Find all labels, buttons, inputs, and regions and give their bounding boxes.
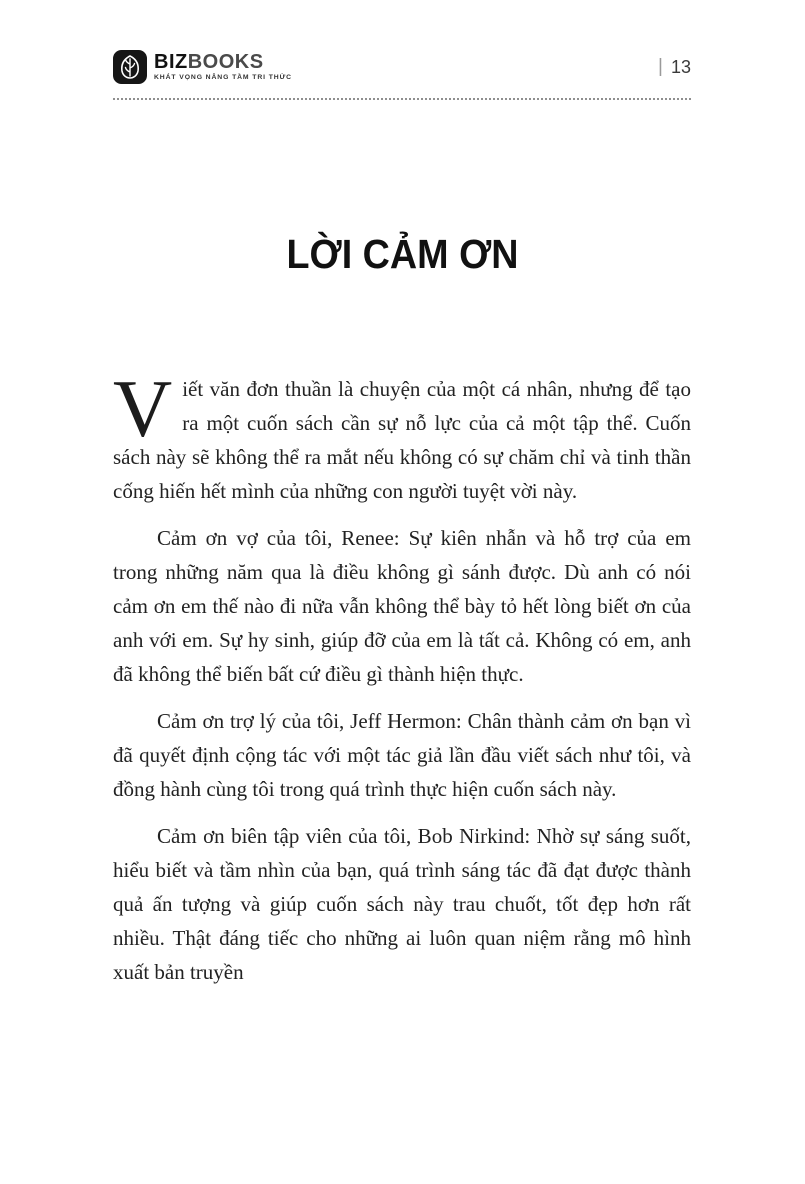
paragraph-1-text: iết văn đơn thuần là chuyện của một cá nhân, nhưng để tạo ra một cuốn sách cần sự nỗ lực của cả một tập thể. Cuốn sách này sẽ không thể ra mắt nếu không có sự chăm chỉ và tinh thần cống hiến hết mình của những con người tuyệt vời này. xyxy=(113,377,691,503)
bizbooks-logo-icon xyxy=(113,50,147,84)
logo-text-block xyxy=(154,52,292,82)
logo-tagline: KHÁT VỌNG NÂNG TẦM TRI THỨC xyxy=(154,74,292,82)
paragraph-3: Cảm ơn trợ lý của tôi, Jeff Hermon: Chân thành cảm ơn bạn vì đã quyết định cộng tác với một tác giả lần đầu viết sách như tôi, và đồng hành cùng tôi trong quá trình thực hiện cuốn sách này. xyxy=(113,709,691,801)
chapter-title: LỜI CẢM ƠN xyxy=(286,231,519,277)
paragraph-1 xyxy=(113,363,691,508)
paragraph-2: Cảm ơn vợ của tôi, Renee: Sự kiên nhẫn và hỗ trợ của em trong những năm qua là điều không gì sánh được. Dù anh có nói cảm ơn em thế nào đi nữa vẫn không thể bày tỏ hết lòng biết ơn của anh với em. Sự hy sinh, giúp đỡ của em là tất cả. Không có em, anh đã không thể biến bất cứ điều gì thành hiện thực. xyxy=(113,526,691,686)
paragraph-4: Cảm ơn biên tập viên của tôi, Bob Nirkind: Nhờ sự sáng suốt, hiểu biết và tầm nhìn của bạn, quá trình sáng tác đã đạt được thành quả ấn tượng và giúp cuốn sách này trau chuốt, tốt đẹp hơn rất nhiều. Thật đáng tiếc cho những ai luôn quan niệm rằng mô hình xuất bản truyền xyxy=(113,824,691,984)
logo-biz: BIZ xyxy=(154,51,188,74)
body-text xyxy=(113,363,691,1002)
page-header xyxy=(113,50,691,100)
dropcap-letter: V xyxy=(113,363,173,454)
page-number: 13 xyxy=(670,56,691,77)
page-number-divider: | xyxy=(658,56,663,77)
bizbooks-logo xyxy=(113,50,292,84)
logo-wordmark xyxy=(154,52,292,72)
logo-books: BOOKS xyxy=(187,51,264,74)
page-number-block xyxy=(658,56,691,78)
